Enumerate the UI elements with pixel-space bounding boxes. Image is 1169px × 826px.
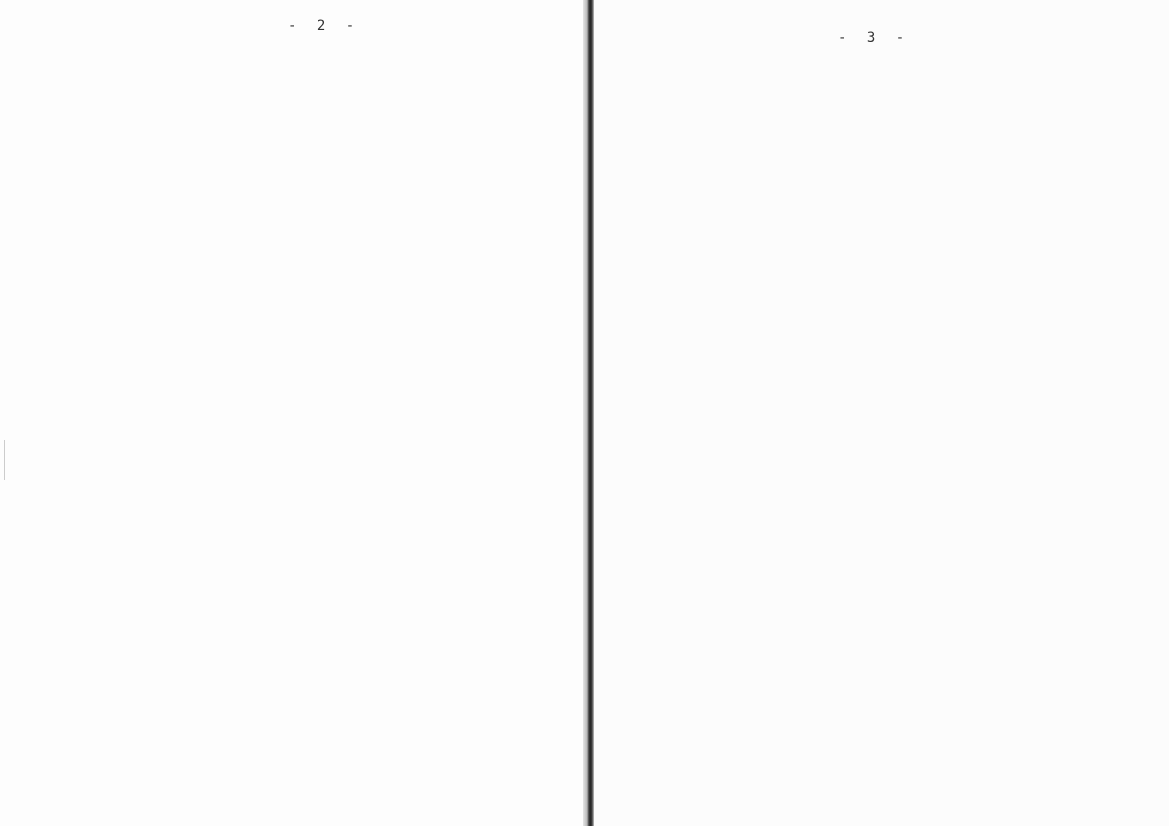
- left-page: [0, 0, 583, 826]
- page-number: - 2 -: [288, 18, 361, 34]
- page-number: - 3 -: [838, 30, 911, 46]
- book-gutter: [583, 0, 594, 826]
- scan-artifact: [4, 440, 5, 480]
- right-page: [594, 0, 1169, 826]
